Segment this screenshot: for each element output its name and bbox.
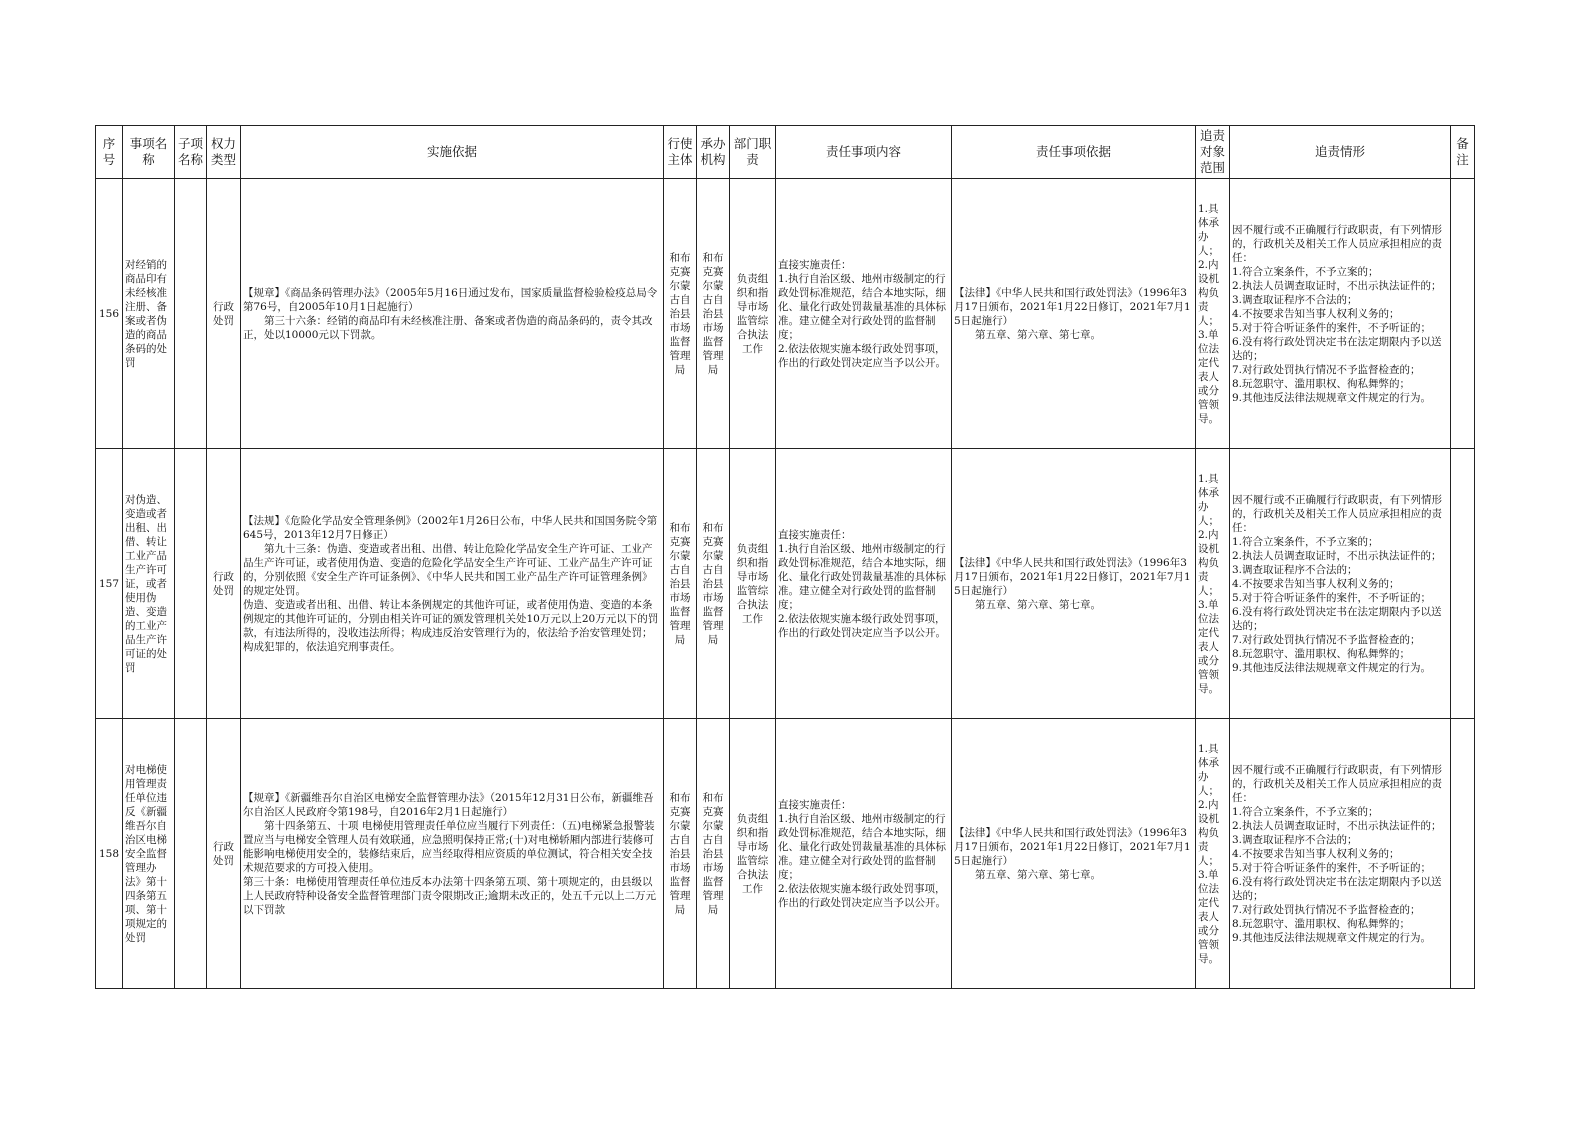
- basis-title: 【规章】《商品条码管理办法》（2005年5月16日通过发布，国家质量监督检验检疫总局令第76号，自2005年10月1日起施行）: [243, 286, 658, 313]
- cell-item-name: 对伪造、变造或者出租、出借、转让工业产品生产许可证，或者使用伪造、变造的工业产品生产许可证的处罚: [123, 449, 175, 719]
- basis-body: 第十四条第五、十项 电梯使用管理责任单位应当履行下列责任：（五)电梯紧急报警装置应当与电梯安全管理人员有效联通，应急照明保持正常;(十)对电梯轿厢内部进行装修可能影响电梯使用安全的，装修结束后，应当经取得相应资质的单位测试，符合相关安全技术规范要求的方可投入使用。 第三十条：电梯使用管理责任单位违反本办法第十四条第五项、第十项规定的，由县级以上人民政府特种设备安全监督管理部门责令限期改正;逾期未改正的，处五千元以上二万元以下罚款: [243, 819, 657, 916]
- cell-sub-name: [175, 179, 207, 449]
- cell-sub-name: [175, 449, 207, 719]
- header-note: 备注: [1451, 126, 1475, 179]
- resp-basis-body: 第五章、第六章、第七章。: [975, 328, 1101, 341]
- header-resp-basis: 责任事项依据: [952, 126, 1196, 179]
- table-row: [96, 449, 1475, 719]
- basis-title: 【规章】《新疆维吾尔自治区电梯安全监督管理办法》（2015年12月31日公布，新疆维吾尔自治区人民政府令第198号，自2016年2月1日起施行）: [243, 791, 654, 818]
- cell-subject: 和布克赛尔蒙古自治县市场监督管理局: [664, 449, 697, 719]
- cell-power-type: 行政处罚: [207, 179, 241, 449]
- cell-office: 和布克赛尔蒙古自治县市场监督管理局: [697, 449, 730, 719]
- cell-power-type: 行政处罚: [207, 719, 241, 989]
- cell-note: [1451, 449, 1475, 719]
- header-item-name: 事项名称: [123, 126, 175, 179]
- cell-resp-content: [776, 449, 952, 719]
- cell-resp-basis: [952, 449, 1196, 719]
- header-no: 序号: [96, 126, 123, 179]
- header-sub-name: 子项名称: [175, 126, 207, 179]
- header-basis: 实施依据: [241, 126, 664, 179]
- scope-text: 1.具体承办人； 2.内设机构负责人； 3.单位法定代表人或分管领导。: [1198, 472, 1219, 695]
- cell-scope: [1196, 449, 1230, 719]
- header-resp-content: 责任事项内容: [776, 126, 952, 179]
- cell-scope: [1196, 719, 1230, 989]
- cell-no: 157: [96, 449, 123, 719]
- cell-subject: 和布克赛尔蒙古自治县市场监督管理局: [664, 719, 697, 989]
- scope-text: 1.具体承办人； 2.内设机构负责人； 3.单位法定代表人或分管领导。: [1198, 202, 1219, 425]
- header-duty: 部门职责: [730, 126, 776, 179]
- resp-basis-body: 第五章、第六章、第七章。: [975, 868, 1101, 881]
- situations-text: 因不履行或不正确履行行政职责，有下列情形的，行政机关及相关工作人员应承担相应的责任： 1.符合立案条件，不予立案的； 2.执法人员调查取证时，不出示执法证件的； 3.调查取证程序不合法的； 4.不按要求告知当事人权利义务的； 5.对于符合听证条件的案件，不予听证的； 6.没有将行政处罚决定书在法定期限内予以送达的； 7.对行政处罚执行情况不予监督检查的； 8.玩忽职守、滥用职权、徇私舞弊的； 9.其他违反法律法规规章文件规定的行为。: [1232, 493, 1442, 674]
- cell-situations: [1230, 449, 1451, 719]
- resp-basis-title: 【法律】《中华人民共和国行政处罚法》（1996年3月17日颁布，2021年1月22日修订，2021年7月15日起施行）: [954, 556, 1191, 597]
- cell-note: [1451, 179, 1475, 449]
- resp-content-text: 直接实施责任： 1.执行自治区级、地州市级制定的行政处罚标准规范，结合本地实际，细化、量化行政处罚裁量基准的具体标准。建立健全对行政处罚的监督制度； 2.依法依规实施本级行政处罚事项，作出的行政处罚决定应当予以公开。: [778, 798, 946, 909]
- cell-no: 156: [96, 179, 123, 449]
- cell-office: 和布克赛尔蒙古自治县市场监督管理局: [697, 719, 730, 989]
- header-scope: 追责对象范围: [1196, 126, 1230, 179]
- table-row: [96, 179, 1475, 449]
- responsibility-table: [95, 125, 1475, 989]
- cell-office: 和布克赛尔蒙古自治县市场监督管理局: [697, 179, 730, 449]
- cell-item-name: 对电梯使用管理责任单位违反《新疆维吾尔自治区电梯安全监督管理办法》第十四条第五项、第十项规定的处罚: [123, 719, 175, 989]
- resp-basis-title: 【法律】《中华人民共和国行政处罚法》（1996年3月17日颁布，2021年1月22日修订，2021年7月15日起施行）: [954, 286, 1191, 327]
- cell-item-name: 对经销的商品印有未经核准注册、备案或者伪造的商品条码的处罚: [123, 179, 175, 449]
- resp-basis-body: 第五章、第六章、第七章。: [975, 598, 1101, 611]
- cell-duty: 负责组织和指导市场监管综合执法工作: [730, 719, 776, 989]
- resp-content-text: 直接实施责任： 1.执行自治区级、地州市级制定的行政处罚标准规范，结合本地实际，细化、量化行政处罚裁量基准的具体标准。建立健全对行政处罚的监督制度； 2.依法依规实施本级行政处罚事项，作出的行政处罚决定应当予以公开。: [778, 528, 946, 639]
- cell-no: 158: [96, 719, 123, 989]
- cell-resp-content: [776, 179, 952, 449]
- cell-situations: [1230, 179, 1451, 449]
- basis-body: 第三十六条：经销的商品印有未经核准注册、备案或者伪造的商品条码的，责令其改正，处以10000元以下罚款。: [243, 314, 653, 341]
- cell-subject: 和布克赛尔蒙古自治县市场监督管理局: [664, 179, 697, 449]
- header-subject: 行使主体: [664, 126, 697, 179]
- cell-basis: [241, 179, 664, 449]
- header-situations: 追责情形: [1230, 126, 1451, 179]
- table-row: [96, 719, 1475, 989]
- cell-basis: [241, 449, 664, 719]
- scope-text: 1.具体承办人； 2.内设机构负责人； 3.单位法定代表人或分管领导。: [1198, 742, 1219, 965]
- cell-basis: [241, 719, 664, 989]
- cell-resp-basis: [952, 719, 1196, 989]
- header-power-type: 权力类型: [207, 126, 241, 179]
- resp-basis-title: 【法律】《中华人民共和国行政处罚法》（1996年3月17日颁布，2021年1月22日修订，2021年7月15日起施行）: [954, 826, 1191, 867]
- situations-text: 因不履行或不正确履行行政职责，有下列情形的，行政机关及相关工作人员应承担相应的责任： 1.符合立案条件，不予立案的； 2.执法人员调查取证时，不出示执法证件的； 3.调查取证程序不合法的； 4.不按要求告知当事人权利义务的； 5.对于符合听证条件的案件，不予听证的； 6.没有将行政处罚决定书在法定期限内予以送达的； 7.对行政处罚执行情况不予监督检查的； 8.玩忽职守、滥用职权、徇私舞弊的； 9.其他违反法律法规规章文件规定的行为。: [1232, 763, 1442, 944]
- resp-content-text: 直接实施责任： 1.执行自治区级、地州市级制定的行政处罚标准规范，结合本地实际，细化、量化行政处罚裁量基准的具体标准。建立健全对行政处罚的监督制度； 2.依法依规实施本级行政处罚事项，作出的行政处罚决定应当予以公开。: [778, 258, 946, 369]
- table-header-row: [96, 126, 1475, 179]
- cell-power-type: 行政处罚: [207, 449, 241, 719]
- header-office: 承办机构: [697, 126, 730, 179]
- cell-note: [1451, 719, 1475, 989]
- cell-duty: 负责组织和指导市场监管综合执法工作: [730, 179, 776, 449]
- cell-scope: [1196, 179, 1230, 449]
- cell-resp-basis: [952, 179, 1196, 449]
- situations-text: 因不履行或不正确履行行政职责，有下列情形的，行政机关及相关工作人员应承担相应的责任： 1.符合立案条件，不予立案的； 2.执法人员调查取证时，不出示执法证件的； 3.调查取证程序不合法的； 4.不按要求告知当事人权利义务的； 5.对于符合听证条件的案件，不予听证的； 6.没有将行政处罚决定书在法定期限内予以送达的； 7.对行政处罚执行情况不予监督检查的； 8.玩忽职守、滥用职权、徇私舞弊的； 9.其他违反法律法规规章文件规定的行为。: [1232, 223, 1442, 404]
- basis-body: 第九十三条：伪造、变造或者出租、出借、转让危险化学品安全生产许可证、工业产品生产许可证，或者使用伪造、变造的危险化学品安全生产许可证、工业产品生产许可证的，分别依照《安全生产许可证条例》、《中华人民共和国工业产品生产许可证管理条例》的规定处罚。 伪造、变造或者出租、出借、转让本条例规定的其他许可证，或者使用伪造、变造的本条例规定的其他许可证的，分别由相关许可证的颁发管理机关处10万元以上20万元以下的罚款，有违法所得的，没收违法所得；构成违反治安管理行为的，依法给予治安管理处罚；构成犯罪的，依法追究刑事责任。: [243, 542, 659, 653]
- basis-title: 【法规】《危险化学品安全管理条例》（2002年1月26日公布，中华人民共和国国务院令第645号，2013年12月7日修正）: [243, 514, 658, 541]
- cell-resp-content: [776, 719, 952, 989]
- cell-sub-name: [175, 719, 207, 989]
- cell-duty: 负责组织和指导市场监管综合执法工作: [730, 449, 776, 719]
- cell-situations: [1230, 719, 1451, 989]
